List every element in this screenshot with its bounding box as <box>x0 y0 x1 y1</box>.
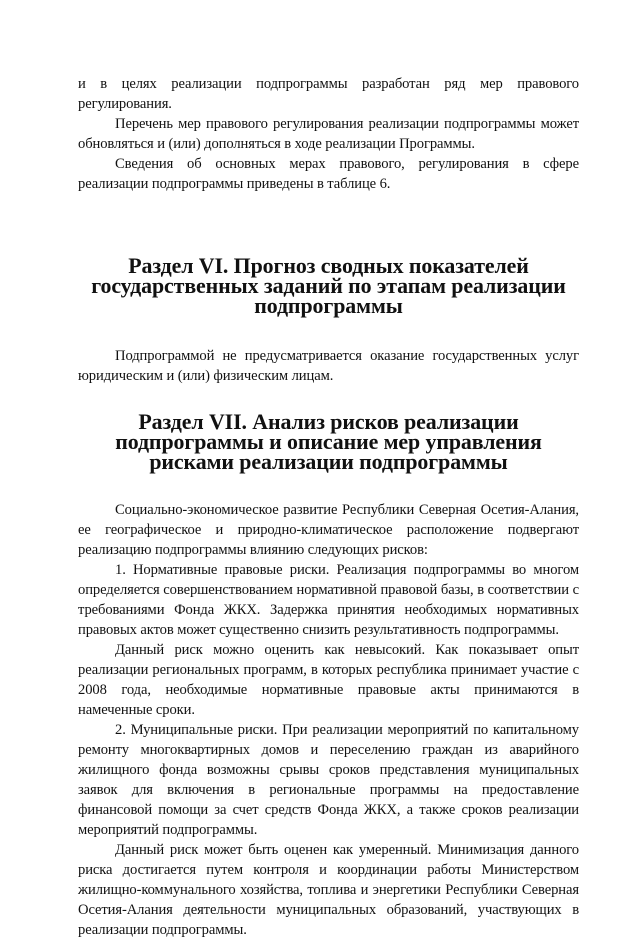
section-7-paragraph-municipal-risk-assessment: Данный риск может быть оценен как умеренный. Минимизация данного риска достигается путем контроля и координации работы Министерством жилищно-коммунального хозяйства, топлива и энергетики Республики Северная Осетия-Алания деятельности муниципальных образований, участвующих в реализации подпрограммы. <box>78 842 579 938</box>
intro-paragraph-continuation: и в целях реализации подпрограммы разработан ряд мер правового регулирования. <box>78 76 579 112</box>
intro-paragraph-table-reference: Сведения об основных мерах правового, регулирования в сфере реализации подпрограммы приведены в таблице 6. <box>78 156 579 192</box>
section-7-heading: Раздел VII. Анализ рисков реализации подпрограммы и описание мер управления рисками реализации подпрограммы <box>115 409 542 474</box>
section-7-paragraph-intro: Социально-экономическое развитие Республики Северная Осетия-Алания, ее географическое и природно-климатическое расположение подвергают реализацию подпрограммы влиянию следующих рисков: <box>78 502 579 558</box>
section-7-paragraph-municipal-risks: 2. Муниципальные риски. При реализации мероприятий по капитальному ремонту многоквартирных домов и переселению граждан из аварийного жилищного фонда возможны срывы сроков представления муниципальных заявок для включения в региональные программы на предоставление финансовой помощи за счет средств Фонда ЖКХ, а также сроков реализации мероприятий подпрограммы. <box>78 722 579 838</box>
section-7-paragraph-legal-risk-assessment: Данный риск можно оценить как невысокий. Как показывает опыт реализации региональных программ, в которых республика принимает участие с 2008 года, необходимые нормативные правовые акты принимаются в намеченные сроки. <box>78 642 579 718</box>
section-6-heading: Раздел VI. Прогноз сводных показателей государственных заданий по этапам реализации подпрограммы <box>91 253 566 318</box>
intro-paragraph-list-update: Перечень мер правового регулирования реализации подпрограммы может обновляться и (или) дополняться в ходе реализации Программы. <box>78 116 579 152</box>
document-page <box>78 74 579 940</box>
section-6-paragraph: Подпрограммой не предусматривается оказание государственных услуг юридическим и (или) физическим лицам. <box>78 348 579 384</box>
section-7-paragraph-legal-risks: 1. Нормативные правовые риски. Реализация подпрограммы во многом определяется совершенствованием нормативной правовой базы, в соответствии с требованиями Фонда ЖКХ. Задержка принятия необходимых нормативных правовых актов может существенно снизить результативность подпрограммы. <box>78 562 579 638</box>
